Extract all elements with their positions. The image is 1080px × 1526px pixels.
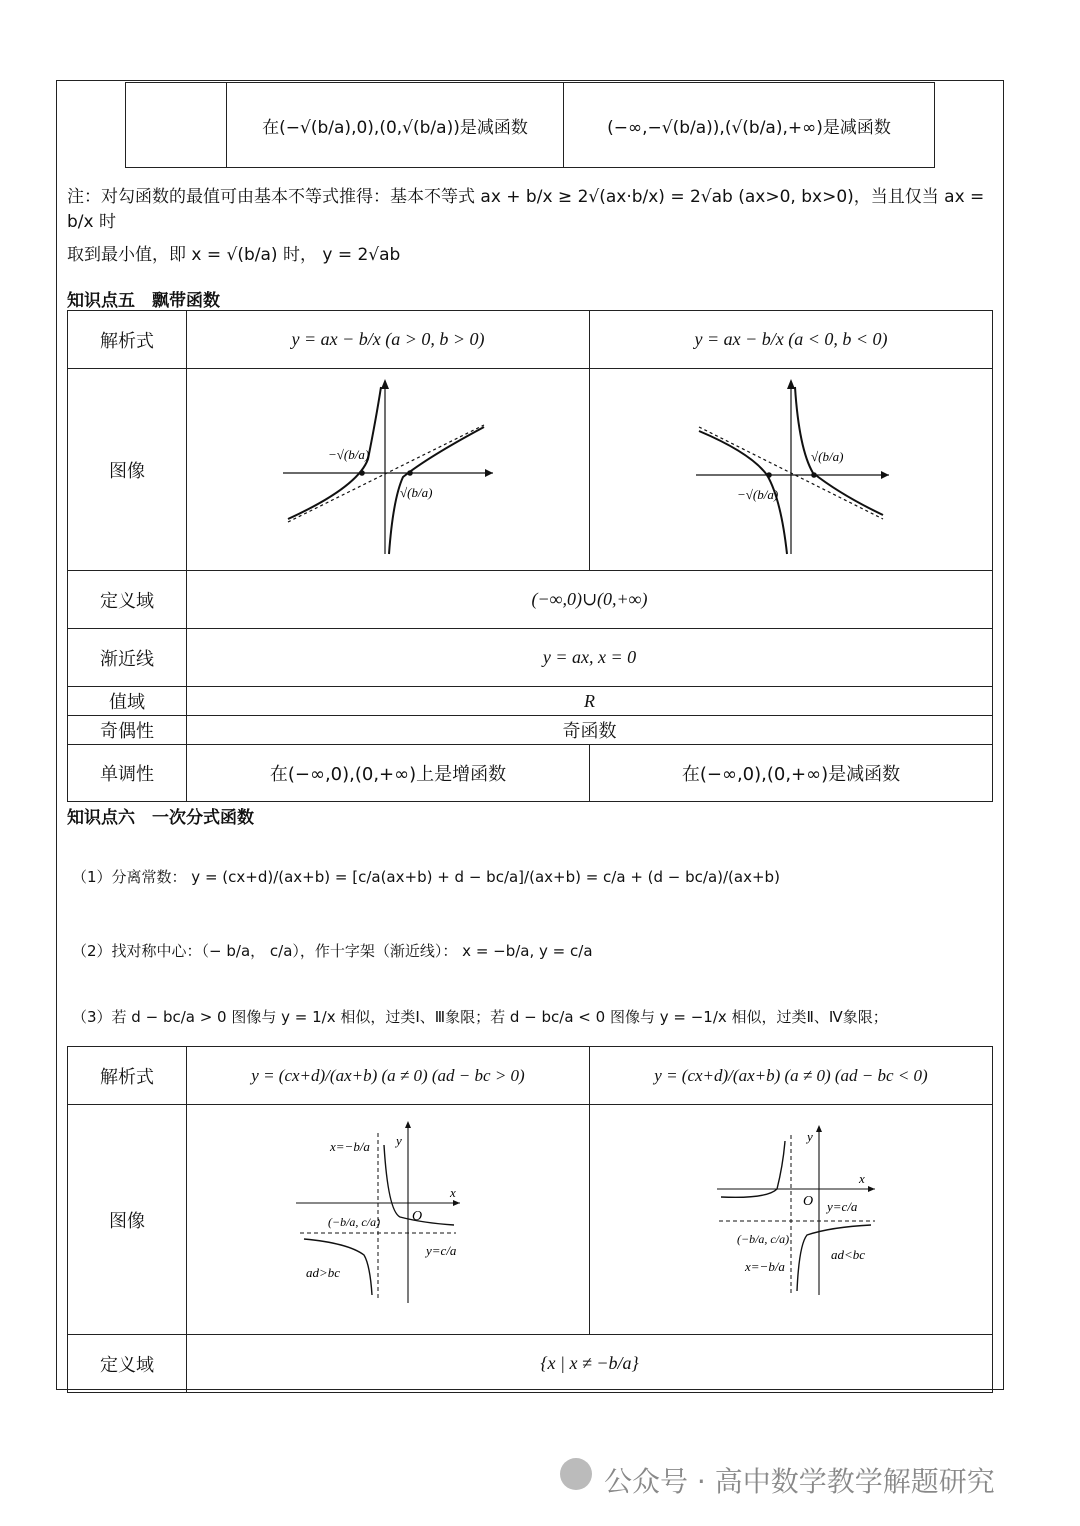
s6-formula-label: 解析式 bbox=[68, 1047, 187, 1105]
section5-table bbox=[67, 310, 993, 802]
s5-domain-label: 定义域 bbox=[68, 571, 187, 629]
fraction-graph-right bbox=[591, 1105, 991, 1329]
label-y: y bbox=[807, 1129, 813, 1144]
label-vertical-asymptote: x=−b/a bbox=[745, 1259, 785, 1274]
label-neg-sqrt: −√(b/a) bbox=[328, 447, 370, 462]
section6-heading: 知识点六 一次分式函数 bbox=[67, 808, 254, 828]
ribbon-graph-right bbox=[591, 369, 991, 565]
label-condition: ad<bc bbox=[831, 1247, 866, 1262]
top-table bbox=[125, 82, 935, 168]
s6-formula-right: y = (cx+d)/(ax+b) (a ≠ 0) (ad − bc < 0) bbox=[590, 1047, 993, 1105]
s5-domain-value: (−∞,0)∪(0,+∞) bbox=[187, 571, 993, 629]
label-vertical-asymptote: x=−b/a bbox=[330, 1139, 370, 1154]
s6-item-1: （1）分离常数： y = (cx+d)/(ax+b) = [c/a(ax+b) + d − bc/a]/(ax+b) = c/a + (d − bc/a)/(ax+b) bbox=[72, 868, 780, 886]
top-table-left-cell: 在(−√(b/a),0),(0,√(b/a))是减函数 bbox=[227, 83, 564, 168]
label-x: x bbox=[859, 1171, 865, 1186]
x-axis-arrow bbox=[453, 1200, 460, 1206]
s6-graph-left bbox=[187, 1105, 590, 1335]
s5-asymptote-label: 渐近线 bbox=[68, 629, 187, 687]
y-axis-arrow bbox=[816, 1125, 822, 1132]
label-neg-sqrt: −√(b/a) bbox=[737, 487, 779, 502]
s5-graph-right bbox=[590, 369, 993, 571]
note-line-2: 取到最小值，即 x = √(b/a) 时， y = 2√ab bbox=[67, 245, 401, 265]
label-center-point: (−b/a, c/a) bbox=[737, 1232, 790, 1246]
label-pos-sqrt: √(b/a) bbox=[400, 485, 433, 500]
s5-range-label: 值域 bbox=[68, 687, 187, 716]
y-axis-arrow bbox=[405, 1121, 411, 1128]
s6-domain-value: {x | x ≠ −b/a} bbox=[187, 1335, 993, 1393]
x-axis-arrow bbox=[485, 469, 493, 477]
s6-graph-right bbox=[590, 1105, 993, 1335]
s5-graph-left bbox=[187, 369, 590, 571]
watermark-text: 公众号 · 高中数学教学解题研究 bbox=[604, 1465, 995, 1498]
note-line-1: 注：对勾函数的最值可由基本不等式推得：基本不等式 ax + b/x ≥ 2√(ax·b/x) = 2√ab (ax>0, bx>0)，当且仅当 ax = b/x 时 bbox=[67, 187, 985, 232]
s6-item-3: （3）若 d − bc/a > 0 图像与 y = 1/x 相似，过类Ⅰ、Ⅲ象限；若 d − bc/a < 0 图像与 y = −1/x 相似，过类Ⅱ、Ⅳ象限； bbox=[72, 1008, 888, 1026]
wechat-logo-icon bbox=[560, 1458, 592, 1490]
label-origin: O bbox=[412, 1209, 423, 1224]
label-condition: ad>bc bbox=[306, 1265, 341, 1280]
section6-table bbox=[67, 1046, 993, 1393]
ribbon-graph-left bbox=[188, 369, 588, 565]
s5-asymptote-value: y = ax, x = 0 bbox=[187, 629, 993, 687]
label-x: x bbox=[450, 1185, 456, 1200]
label-y: y bbox=[396, 1133, 402, 1148]
y-axis-arrow bbox=[787, 379, 795, 389]
point-right bbox=[811, 472, 817, 478]
s5-formula-left: y = ax − b/x (a > 0, b > 0) bbox=[187, 311, 590, 369]
label-pos-sqrt: √(b/a) bbox=[811, 449, 844, 464]
y-axis-arrow bbox=[381, 379, 389, 389]
top-table-right-cell: (−∞,−√(b/a)),(√(b/a),+∞)是减函数 bbox=[564, 83, 935, 168]
fraction-graph-left bbox=[188, 1105, 588, 1329]
point-left bbox=[766, 472, 772, 478]
s6-domain-label: 定义域 bbox=[68, 1335, 187, 1393]
top-table-empty-cell bbox=[126, 83, 227, 168]
s5-mono-left: 在(−∞,0),(0,+∞)上是增函数 bbox=[187, 745, 590, 802]
s5-mono-label: 单调性 bbox=[68, 745, 187, 802]
section5-heading: 知识点五 飘带函数 bbox=[67, 291, 220, 311]
label-horizontal-asymptote: y=c/a bbox=[426, 1243, 457, 1258]
s5-mono-right: 在(−∞,0),(0,+∞)是减函数 bbox=[590, 745, 993, 802]
s6-item-2: （2）找对称中心：（− b/a， c/a），作十字架（渐近线）： x = −b/a, y = c/a bbox=[72, 942, 593, 960]
label-origin: O bbox=[803, 1194, 814, 1209]
s5-parity-value: 奇函数 bbox=[187, 716, 993, 745]
point-right bbox=[407, 470, 413, 476]
s5-graph-label: 图像 bbox=[68, 369, 187, 571]
s6-formula-left: y = (cx+d)/(ax+b) (a ≠ 0) (ad − bc > 0) bbox=[187, 1047, 590, 1105]
s5-formula-right: y = ax − b/x (a < 0, b < 0) bbox=[590, 311, 993, 369]
label-horizontal-asymptote: y=c/a bbox=[827, 1199, 858, 1214]
label-center-point: (−b/a, c/a) bbox=[328, 1215, 381, 1229]
s5-formula-label: 解析式 bbox=[68, 311, 187, 369]
point-left bbox=[359, 470, 365, 476]
s5-range-value: R bbox=[187, 687, 993, 716]
s6-graph-label: 图像 bbox=[68, 1105, 187, 1335]
x-axis-arrow bbox=[881, 471, 889, 479]
x-axis-arrow bbox=[868, 1186, 875, 1192]
s5-parity-label: 奇偶性 bbox=[68, 716, 187, 745]
